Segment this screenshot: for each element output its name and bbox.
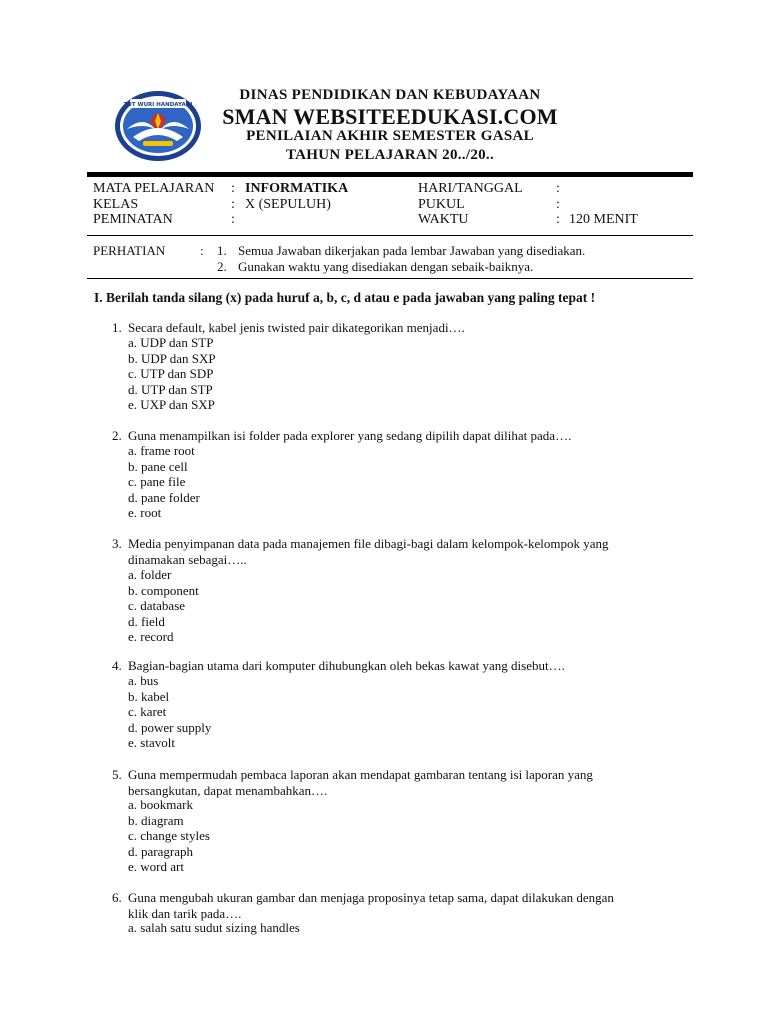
header-divider bbox=[87, 172, 693, 177]
option: c. karet bbox=[128, 704, 167, 719]
notice-divider bbox=[87, 278, 693, 279]
info-value-duration: 120 MENIT bbox=[569, 212, 638, 227]
question-line: bersangkutan, dapat menambahkan…. bbox=[128, 783, 328, 798]
question-text bbox=[128, 428, 571, 444]
option-list bbox=[128, 920, 300, 936]
question-line: Bagian-bagian utama dari komputer dihubungkan oleh bekas kawat yang disebut…. bbox=[128, 658, 565, 673]
info-value-subject: INFORMATIKA bbox=[245, 181, 349, 196]
option: b. diagram bbox=[128, 812, 184, 828]
info-label-duration: WAKTU bbox=[418, 212, 469, 227]
question-text bbox=[128, 890, 614, 922]
option-list bbox=[128, 443, 200, 521]
option: d. field bbox=[128, 613, 165, 629]
option: d. UTP dan STP bbox=[128, 381, 213, 397]
notice-item-text: Gunakan waktu yang disediakan dengan sebaik-baiknya. bbox=[238, 259, 534, 274]
info-sep: : bbox=[556, 212, 560, 227]
option: b. UDP dan SXP bbox=[128, 350, 216, 366]
question-line: Guna mempermudah pembaca laporan akan mendapat gambaran tentang isi laporan yang bbox=[128, 767, 593, 782]
info-sep: : bbox=[231, 197, 235, 212]
question-text bbox=[128, 536, 608, 568]
option: d. paragraph bbox=[128, 843, 193, 859]
academic-year: TAHUN PELAJARAN 20../20.. bbox=[285, 147, 495, 163]
question-number: 4. bbox=[112, 658, 122, 673]
question-number: 2. bbox=[112, 428, 122, 443]
option: b. pane cell bbox=[128, 458, 188, 474]
option: c. pane file bbox=[128, 474, 186, 489]
info-sep: : bbox=[556, 181, 560, 196]
option: a. frame root bbox=[128, 443, 195, 458]
question-number: 6. bbox=[112, 890, 122, 905]
question-text bbox=[128, 658, 565, 674]
question-text bbox=[128, 767, 593, 799]
option: b. component bbox=[128, 582, 199, 598]
question-number: 5. bbox=[112, 767, 122, 782]
option: e. record bbox=[128, 629, 174, 644]
question-line: Guna menampilkan isi folder pada explorer yang sedang dipilih dapat dilihat pada…. bbox=[128, 428, 572, 443]
tut-wuri-handayani-logo-icon bbox=[113, 89, 203, 164]
option: a. UDP dan STP bbox=[128, 335, 214, 350]
option: d. power supply bbox=[128, 719, 212, 735]
option: e. word art bbox=[128, 859, 184, 874]
option-list bbox=[128, 797, 210, 875]
department-title: DINAS PENDIDIKAN DAN KEBUDAYAAN bbox=[239, 87, 541, 103]
option: c. UTP dan SDP bbox=[128, 366, 214, 381]
info-label-hour: PUKUL bbox=[418, 197, 465, 212]
info-sep: : bbox=[231, 212, 235, 227]
section-instruction: I. Berilah tanda silang (x) pada huruf a, b, c, d atau e pada jawaban yang paling tepat ! bbox=[94, 290, 596, 305]
question-line: Guna mengubah ukuran gambar dan menjaga proposinya tetap sama, dapat dilakukan dengan bbox=[128, 890, 614, 905]
question-line: Media penyimpanan data pada manajemen file dibagi-bagi dalam kelompok-kelompok yang bbox=[128, 536, 609, 551]
info-label-subject: MATA PELAJARAN bbox=[93, 181, 215, 196]
info-value-class: X (SEPULUH) bbox=[245, 197, 331, 212]
info-sep: : bbox=[556, 197, 560, 212]
option: a. bus bbox=[128, 673, 159, 688]
info-divider bbox=[87, 235, 693, 236]
option: e. root bbox=[128, 505, 162, 520]
option: b. kabel bbox=[128, 688, 170, 704]
option: a. salah satu sudut sizing handles bbox=[128, 920, 300, 935]
question-text bbox=[128, 320, 465, 336]
school-name: SMAN WEBSITEEDUKASI.COM bbox=[222, 104, 558, 129]
svg-text:TUT WURI HANDAYANI: TUT WURI HANDAYANI bbox=[123, 102, 193, 108]
notice-item-text: Semua Jawaban dikerjakan pada lembar Jawaban yang disediakan. bbox=[238, 243, 586, 258]
info-label-date: HARI/TANGGAL bbox=[418, 181, 523, 196]
option-list bbox=[128, 673, 211, 751]
notice-item-number: 2. bbox=[217, 259, 227, 274]
option-list bbox=[128, 567, 199, 645]
info-label-class: KELAS bbox=[93, 197, 139, 212]
exam-title: PENILAIAN AKHIR SEMESTER GASAL bbox=[246, 128, 534, 144]
option: e. stavolt bbox=[128, 735, 175, 750]
option: a. folder bbox=[128, 567, 172, 582]
question-number: 3. bbox=[112, 536, 122, 551]
option: a. bookmark bbox=[128, 797, 193, 812]
option: c. change styles bbox=[128, 828, 210, 843]
notice-sep: : bbox=[200, 243, 204, 258]
question-line: dinamakan sebagai….. bbox=[128, 552, 247, 567]
info-sep: : bbox=[231, 181, 235, 196]
option-list bbox=[128, 335, 216, 413]
question-number: 1. bbox=[112, 320, 122, 335]
option: e. UXP dan SXP bbox=[128, 397, 215, 412]
option: d. pane folder bbox=[128, 489, 200, 505]
option: c. database bbox=[128, 598, 186, 613]
notice-item-number: 1. bbox=[217, 243, 227, 258]
notice-label: PERHATIAN bbox=[93, 243, 166, 258]
question-line: Secara default, kabel jenis twisted pair dikategorikan menjadi…. bbox=[128, 320, 465, 335]
question-line: klik dan tarik pada…. bbox=[128, 906, 242, 921]
info-label-specialization: PEMINATAN bbox=[93, 212, 173, 227]
